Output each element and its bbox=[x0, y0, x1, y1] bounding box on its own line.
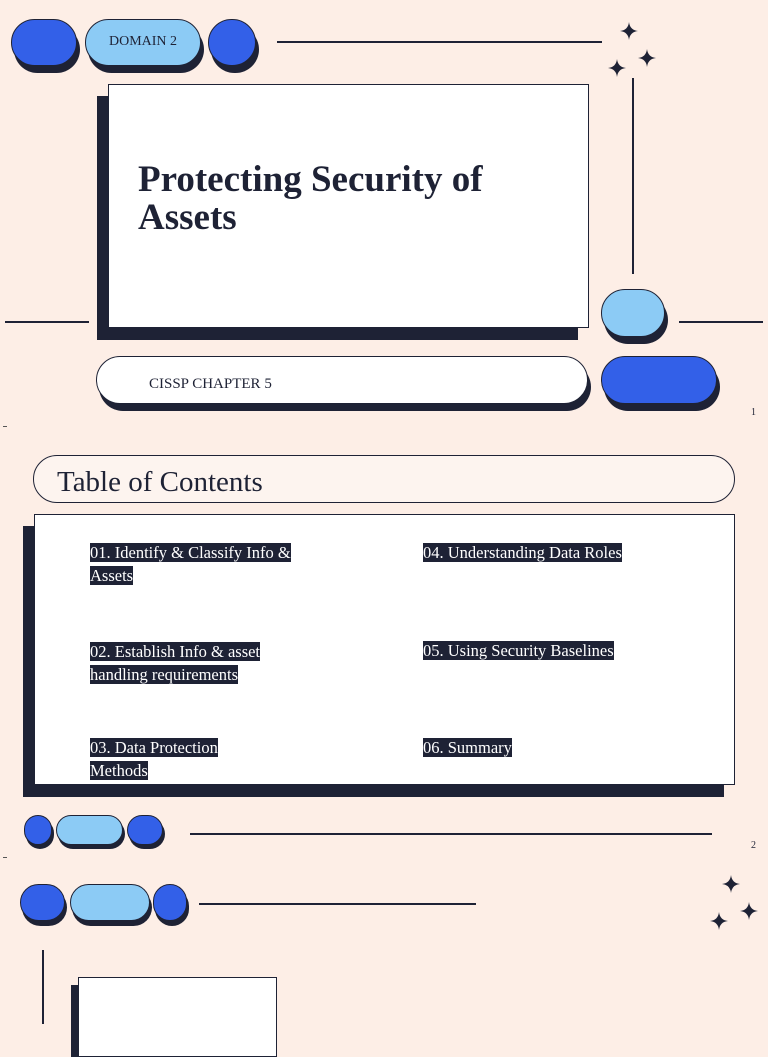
title-card bbox=[108, 84, 589, 328]
toc-item-02[interactable] bbox=[90, 640, 320, 686]
domain-label: DOMAIN 2 bbox=[108, 34, 178, 49]
toc-item-label: 06. Summary bbox=[423, 738, 512, 757]
sparkle-icon bbox=[620, 22, 638, 40]
decor-line-top bbox=[277, 41, 602, 43]
page-number: 1 bbox=[751, 407, 756, 418]
title-card bbox=[78, 977, 277, 1057]
slide-separator-mark bbox=[3, 857, 7, 858]
slide-1 bbox=[0, 0, 768, 428]
toc-item-label: 01. Identify & Classify Info & Assets bbox=[90, 543, 291, 585]
toc-heading-pill bbox=[33, 455, 735, 503]
sparkle-icon bbox=[638, 49, 656, 67]
sparkle-icon bbox=[740, 902, 758, 920]
toc-item-label: 03. Data Protection Methods bbox=[90, 738, 218, 780]
decor-line bbox=[190, 833, 712, 835]
toc-item-label: 05. Using Security Baselines bbox=[423, 641, 614, 660]
chapter-pill bbox=[96, 356, 588, 404]
chapter-label: CISSP CHAPTER 5 bbox=[149, 376, 272, 392]
decor-pill-light bbox=[56, 815, 123, 845]
page-number: 2 bbox=[751, 840, 756, 851]
decor-line-right bbox=[679, 321, 763, 323]
domain-badge bbox=[85, 19, 201, 66]
toc-item-label: 02. Establish Info & asset handling requirements bbox=[90, 642, 261, 684]
toc-card bbox=[34, 514, 735, 785]
decor-line-vertical bbox=[42, 950, 44, 1024]
decor-line bbox=[199, 903, 476, 905]
sparkle-icon bbox=[608, 59, 626, 77]
toc-item-05[interactable] bbox=[423, 639, 683, 662]
toc-item-03[interactable] bbox=[90, 736, 270, 782]
sparkle-icon bbox=[710, 912, 728, 930]
toc-heading: Table of Contents bbox=[57, 466, 263, 498]
decor-pill-blue-small bbox=[208, 19, 256, 66]
decor-pill-light bbox=[70, 884, 150, 921]
slide-separator-mark bbox=[3, 426, 7, 427]
decor-line-left bbox=[5, 321, 89, 323]
decor-line-vertical bbox=[632, 78, 634, 274]
decor-pill-blue bbox=[24, 815, 52, 845]
sparkle-icon bbox=[722, 875, 740, 893]
decor-pill-blue-right bbox=[601, 356, 717, 404]
toc-item-06[interactable] bbox=[423, 736, 653, 759]
decor-pill-blue bbox=[20, 884, 65, 921]
toc-item-label: 04. Understanding Data Roles bbox=[423, 543, 622, 562]
slide-title: Protecting Security of Assets bbox=[138, 159, 483, 238]
decor-pill-blue bbox=[127, 815, 163, 845]
toc-item-04[interactable] bbox=[423, 541, 623, 564]
toc-item-01[interactable] bbox=[90, 541, 320, 587]
decor-pill-blue bbox=[153, 884, 187, 921]
decor-pill-light-right bbox=[601, 289, 665, 337]
decor-pill-blue-left bbox=[11, 19, 77, 66]
